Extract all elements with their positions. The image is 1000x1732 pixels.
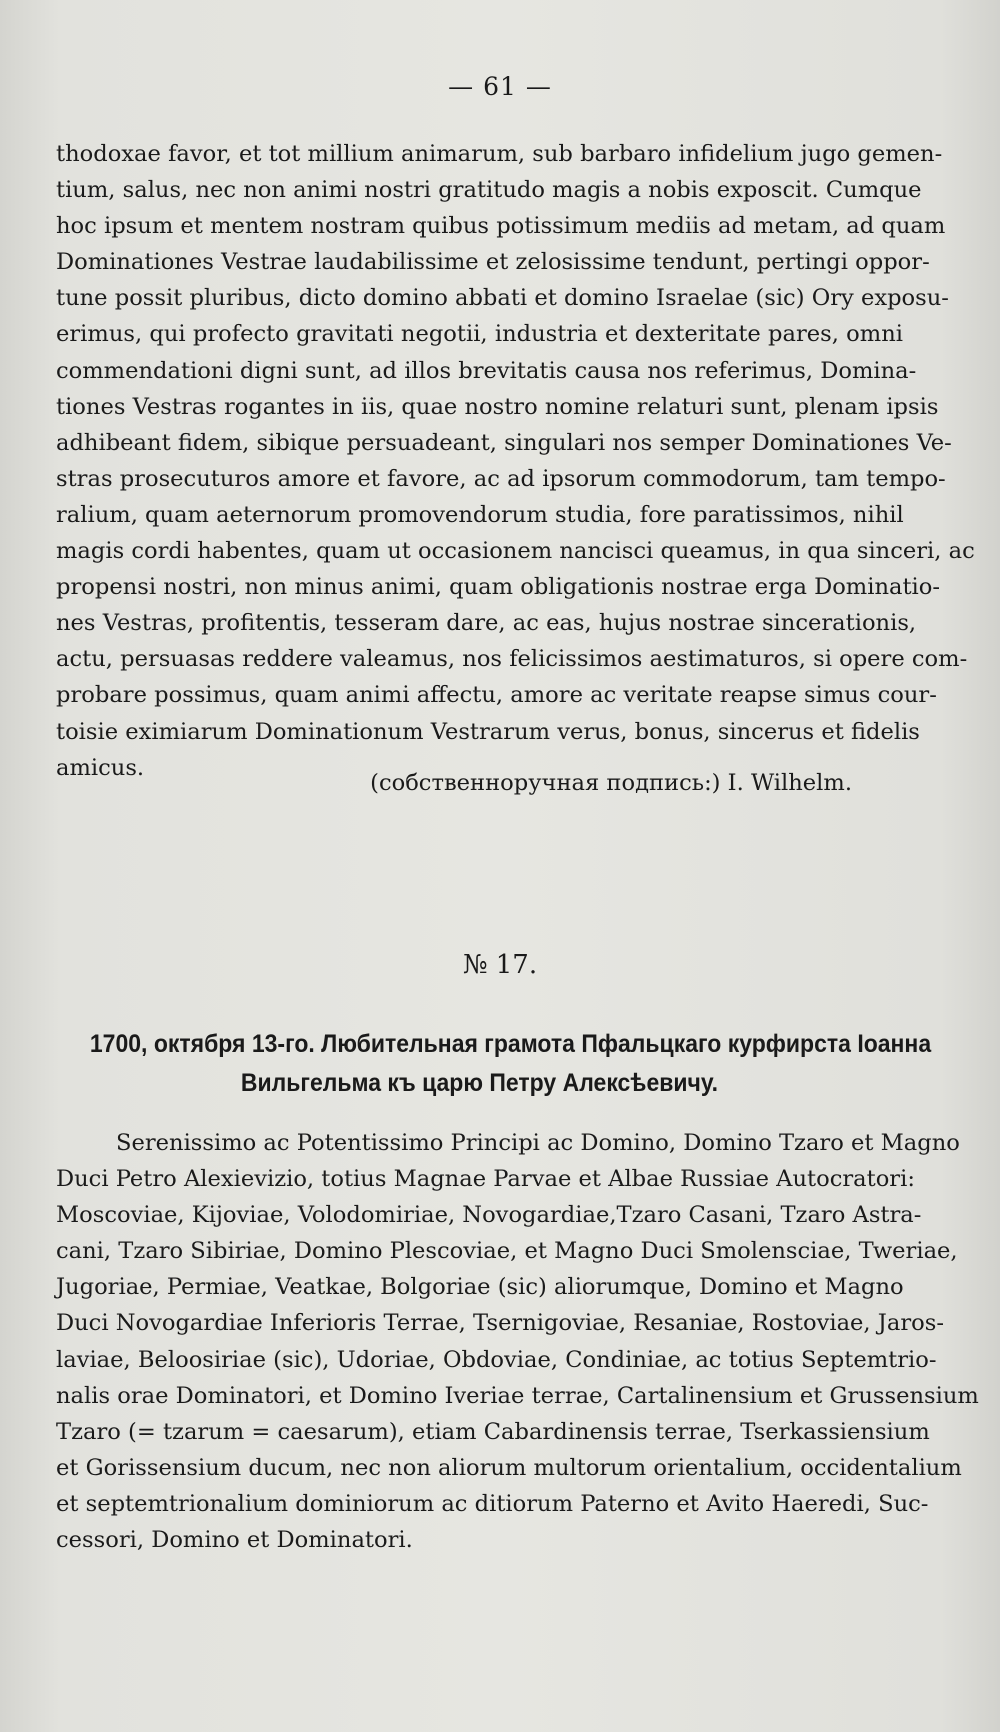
text-line: Moscoviae, Kijoviae, Volodomiriae, Novogardiae,Tzaro Casani, Tzaro Astra- bbox=[56, 1202, 922, 1229]
text-line: commendationi digni sunt, ad illos brevitatis causa nos referimus, Domina- bbox=[56, 357, 917, 384]
text-line: amicus. bbox=[56, 754, 145, 781]
text-line: nalis orae Dominatori, et Domino Iveriae terrae, Cartalinensium et Grussensium bbox=[56, 1382, 979, 1409]
text-line: propensi nostri, non minus animi, quam obligationis nostrae erga Dominatio- bbox=[56, 574, 941, 601]
text-line: ralium, quam aeternorum promovendorum studia, fore paratissimos, nihil bbox=[56, 501, 904, 528]
text-line: toisie eximiarum Dominationum Vestrarum verus, bonus, sincerus et fidelis bbox=[56, 718, 920, 745]
heading-line: Вильгельма къ царю Петру Алексѣевичу. bbox=[240, 1069, 719, 1097]
text-line: adhibeant fidem, sibique persuadeant, singulari nos semper Dominationes Ve- bbox=[56, 429, 952, 456]
text-line: cani, Tzaro Sibiriae, Domino Plescoviae, et Magno Duci Smolensciae, Tweriae, bbox=[56, 1238, 958, 1265]
text-line: et septemtrionalium dominiorum ac ditiorum Paterno et Avito Haeredi, Suc- bbox=[56, 1490, 929, 1517]
text-line: nes Vestras, profitentis, tesseram dare, ac eas, hujus nostrae sincerationis, bbox=[56, 610, 917, 637]
document-number: № 17. bbox=[462, 950, 538, 980]
text-line: magis cordi habentes, quam ut occasionem nancisci queamus, in qua sinceri, ac bbox=[56, 538, 975, 565]
text-line: erimus, qui profecto gravitati negotii, industria et dexteritate pares, omni bbox=[56, 321, 903, 348]
text-line: Dominationes Vestrae laudabilissime et zelosissime tendunt, pertingi oppor- bbox=[56, 249, 930, 276]
signature-line: (собственноручная подпись:) I. Wilhelm. bbox=[370, 770, 852, 796]
text-line: cessori, Domino et Dominatori. bbox=[56, 1527, 413, 1554]
heading-line: 1700, октября 13-го. Любительная грамота Пфальцкаго курфирста Іоанна bbox=[89, 1030, 932, 1058]
text-line: tune possit pluribus, dicto domino abbati et domino Israelae (sic) Ory exposu- bbox=[56, 285, 949, 312]
text-line: Duci Novogardiae Inferioris Terrae, Tsernigoviae, Resaniae, Rostoviae, Jaros- bbox=[56, 1310, 944, 1337]
text-line: Tzaro (= tzarum = caesarum), etiam Cabardinensis terrae, Tserkassiensium bbox=[56, 1418, 930, 1445]
text-line: Duci Petro Alexievizio, totius Magnae Parvae et Albae Russiae Autocratori: bbox=[56, 1166, 915, 1193]
text-line: stras prosecuturos amore et favore, ac ad ipsorum commodorum, tam tempo- bbox=[56, 465, 946, 492]
text-line: probare possimus, quam animi affectu, amore ac veritate reapse simus cour- bbox=[56, 682, 937, 709]
letter-body bbox=[56, 136, 975, 786]
page-number: — 61 — bbox=[448, 72, 552, 101]
text-line: tium, salus, nec non animi nostri gratitudo magis a nobis exposcit. Cumque bbox=[56, 177, 922, 204]
text-line: hoc ipsum et mentem nostram quibus potissimum mediis ad metam, ad quam bbox=[56, 213, 946, 240]
text-line: Serenissimo ac Potentissimo Principi ac Domino, Domino Tzaro et Magno bbox=[116, 1130, 960, 1156]
text-line: thodoxae favor, et tot millium animarum, sub barbaro infidelium jugo gemen- bbox=[56, 141, 943, 167]
text-line: et Gorissensium ducum, nec non aliorum multorum orientalium, occidentalium bbox=[56, 1454, 962, 1481]
address-body bbox=[56, 1125, 979, 1558]
text-line: actu, persuasas reddere valeamus, nos felicissimos aestimaturos, si opere com- bbox=[56, 646, 968, 673]
text-line: tiones Vestras rogantes in iis, quae nostro nomine relaturi sunt, plenam ipsis bbox=[56, 393, 939, 420]
text-line: Jugoriae, Permiae, Veatkae, Bolgoriae (sic) aliorumque, Domino et Magno bbox=[56, 1274, 904, 1301]
text-line: laviae, Beloosiriae (sic), Udoriae, Obdoviae, Condiniae, ac totius Septemtrio- bbox=[56, 1346, 937, 1373]
document-heading bbox=[89, 1025, 932, 1103]
